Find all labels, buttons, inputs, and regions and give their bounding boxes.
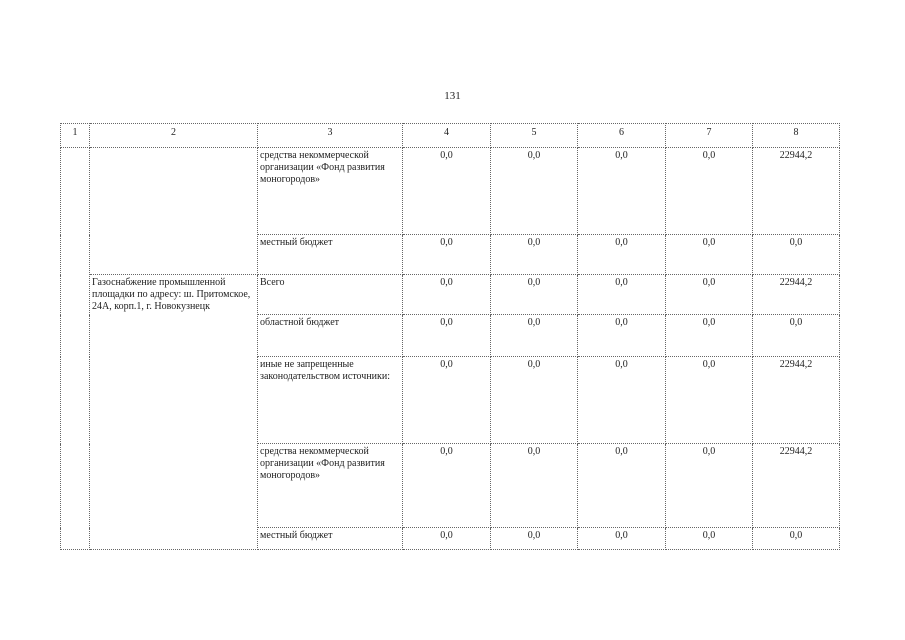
value-cell: 0,0 xyxy=(491,275,578,315)
table-row xyxy=(61,275,840,315)
value-cell: 0,0 xyxy=(666,235,753,275)
header-col-4: 4 xyxy=(403,124,491,148)
value-cell: 0,0 xyxy=(578,528,666,550)
value-cell: 0,0 xyxy=(666,148,753,235)
source-cell: иные не запрещенные законодательством источники: xyxy=(258,357,403,444)
value-cell: 0,0 xyxy=(666,315,753,357)
value-cell: 0,0 xyxy=(666,357,753,444)
header-col-3: 3 xyxy=(258,124,403,148)
header-col-8: 8 xyxy=(753,124,840,148)
value-cell: 0,0 xyxy=(578,275,666,315)
table-row xyxy=(61,148,840,235)
value-cell: 22944,2 xyxy=(753,444,840,528)
source-cell: областной бюджет xyxy=(258,315,403,357)
value-cell: 0,0 xyxy=(666,444,753,528)
value-cell: 22944,2 xyxy=(753,275,840,315)
value-cell: 0,0 xyxy=(578,235,666,275)
value-cell: 0,0 xyxy=(578,148,666,235)
value-cell: 0,0 xyxy=(666,275,753,315)
source-cell: средства некоммерческой организации «Фонд развития моногородов» xyxy=(258,148,403,235)
header-col-1: 1 xyxy=(61,124,90,148)
source-cell: местный бюджет xyxy=(258,235,403,275)
value-cell: 0,0 xyxy=(403,528,491,550)
value-cell: 0,0 xyxy=(491,444,578,528)
header-col-6: 6 xyxy=(578,124,666,148)
value-cell: 0,0 xyxy=(753,315,840,357)
value-cell: 0,0 xyxy=(666,528,753,550)
header-col-2: 2 xyxy=(90,124,258,148)
value-cell: 0,0 xyxy=(403,315,491,357)
value-cell: 0,0 xyxy=(753,528,840,550)
source-cell: местный бюджет xyxy=(258,528,403,550)
header-col-5: 5 xyxy=(491,124,578,148)
value-cell: 0,0 xyxy=(491,148,578,235)
value-cell: 0,0 xyxy=(403,275,491,315)
value-cell: 0,0 xyxy=(578,357,666,444)
page-number: 131 xyxy=(444,90,461,102)
value-cell: 0,0 xyxy=(491,528,578,550)
value-cell: 0,0 xyxy=(578,315,666,357)
budget-table xyxy=(60,123,840,550)
value-cell: 0,0 xyxy=(491,235,578,275)
source-cell: Всего xyxy=(258,275,403,315)
object-name-cell: Газоснабжение промышленной площадки по адресу: ш. Притомское, 24А, корп.1, г. Новокузнецк xyxy=(90,275,258,550)
value-cell: 0,0 xyxy=(403,444,491,528)
value-cell: 0,0 xyxy=(403,357,491,444)
name-cell-empty xyxy=(90,148,258,275)
source-cell: средства некоммерческой организации «Фонд развития моногородов» xyxy=(258,444,403,528)
value-cell: 22944,2 xyxy=(753,357,840,444)
value-cell: 0,0 xyxy=(491,315,578,357)
value-cell: 0,0 xyxy=(753,235,840,275)
header-row xyxy=(61,124,840,148)
header-col-7: 7 xyxy=(666,124,753,148)
value-cell: 0,0 xyxy=(403,148,491,235)
value-cell: 22944,2 xyxy=(753,148,840,235)
value-cell: 0,0 xyxy=(578,444,666,528)
value-cell: 0,0 xyxy=(491,357,578,444)
index-cell xyxy=(61,148,90,550)
value-cell: 0,0 xyxy=(403,235,491,275)
